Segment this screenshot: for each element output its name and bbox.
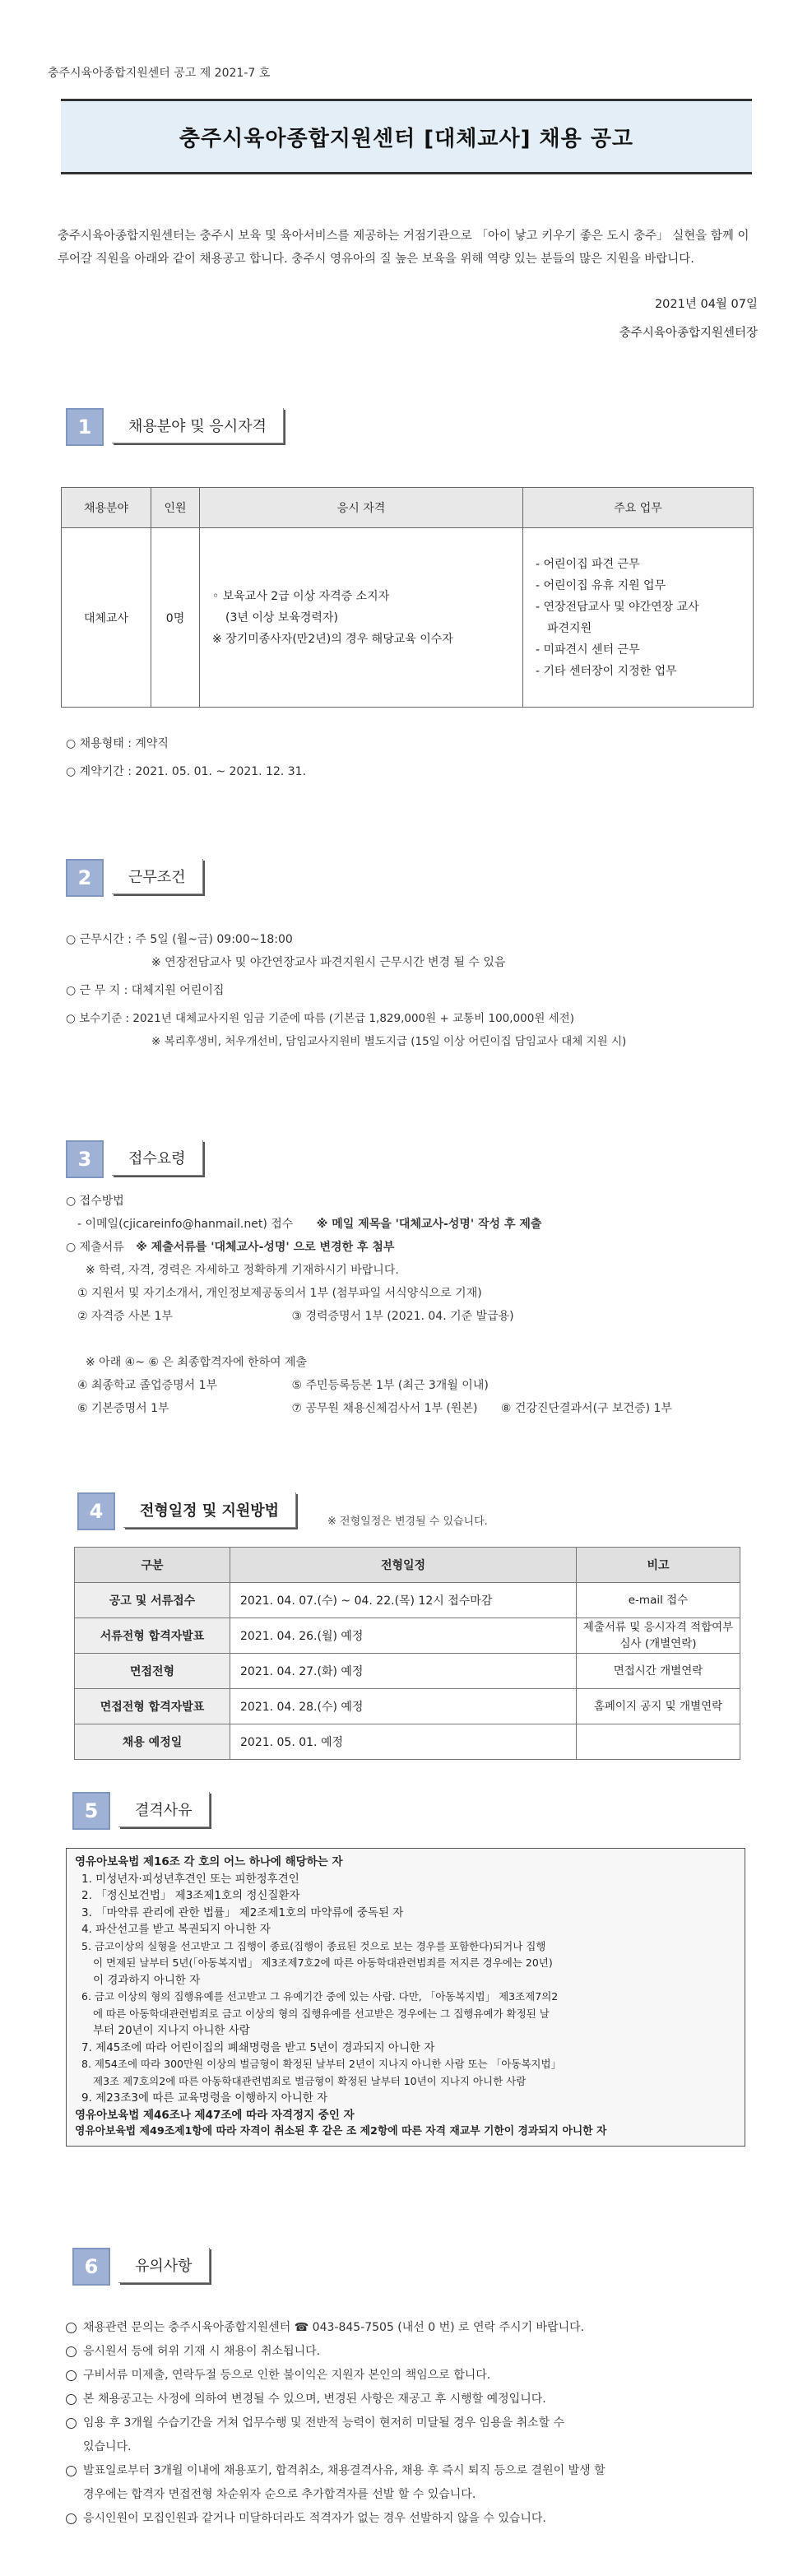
table-row: [75, 1654, 740, 1689]
work-hours: ○ 근무시간 : 주 5일 (월~금) 09:00~18:00: [66, 933, 293, 946]
table-header: 인원: [151, 488, 200, 528]
intro-paragraph: 충주시육아종합지원센터는 충주시 보육 및 육아서비스를 제공하는 거점기관으로 「아이 낳고 키우기 좋은 도시 충주」 실현을 함께 이루어갈 직원을 아래와 같이 채용공고 합니다. 충주시 영유아의 질 높은 보육을 위해 역량 있는 분들의 많은 지원을 바랍니다.: [58, 230, 749, 266]
note-item: [66, 2340, 773, 2364]
section-title: 결격사유: [118, 1792, 210, 1827]
schedule-label: 서류전형 합격자발표: [75, 1618, 230, 1654]
final-docs-note: ※ 아래 ④~ ⑥ 은 최종합격자에 한하여 제출: [86, 1356, 308, 1369]
bullet-circle-icon: [66, 2370, 77, 2381]
section-6-heading: [72, 2248, 210, 2286]
table-header: 주요 업무: [523, 488, 754, 528]
note-item: [66, 2459, 773, 2483]
apply-method: ○ 접수방법: [66, 1195, 124, 1208]
table-row: [75, 1583, 740, 1618]
apply-docs: ○ 제출서류: [66, 1241, 124, 1254]
doc-item: ② 자격증 사본 1부: [77, 1310, 173, 1323]
doc-item: ⑥ 기본증명서 1부: [77, 1402, 169, 1415]
disq-item-cont: 에 따른 아동학대관련범죄로 금고 이상의 형의 집행유예를 선고받은 경우에는 그 집행유예가 확정된 날: [93, 2007, 550, 2020]
application-info: [66, 1190, 782, 1420]
disq-heading: 영유아보육법 제16조 각 호의 어느 하나에 해당하는 자: [75, 1855, 343, 1868]
field-cell: 대체교사: [62, 528, 151, 708]
qualification-line: ※ 장기미종사자(만2년)의 경우 해당교육 이수자: [212, 632, 453, 646]
schedule-label: 면접전형 합격자발표: [75, 1689, 230, 1724]
note-text: 본 채용공고는 사정에 의하여 변경될 수 있으며, 변경된 사항은 재공고 후 시행할 예정입니다.: [83, 2393, 546, 2406]
duty-line: - 어린이집 유휴 지원 업무: [536, 578, 666, 592]
table-row: [75, 1724, 740, 1760]
disq-item: 8. 제54조에 따라 300만원 이상의 벌금형이 확정된 날부터 2년이 지나지 아니한 사람 또는 「아동복지법」: [81, 2058, 562, 2070]
doc-item: ④ 최종학교 졸업증명서 1부: [77, 1379, 218, 1392]
note-text-cont: 있습니다.: [83, 2440, 132, 2453]
table-row: [75, 1689, 740, 1724]
disq-item-cont: 부터 20년이 지나지 아니한 사람: [93, 2024, 250, 2037]
document-number: 충주시육아종합지원센터 공고 제 2021-7 호: [48, 67, 271, 80]
page-title: 충주시육아종합지원센터 [대체교사] 채용 공고: [179, 126, 634, 151]
section-number: 5: [72, 1792, 110, 1830]
duty-cell: [523, 528, 754, 708]
note-item: [66, 2411, 773, 2435]
schedule-note-cell: 면접시간 개별연락: [577, 1654, 740, 1689]
schedule-note-cell: 제출서류 및 응시자격 적합여부 심사 (개별연락): [577, 1618, 740, 1654]
schedule-label: 채용 예정일: [75, 1724, 230, 1760]
section-3-heading: [66, 1140, 203, 1178]
schedule-date: 2021. 04. 26.(월) 예정: [230, 1618, 577, 1654]
qualification-line: ◦ 보육교사 2급 이상 자격증 소지자: [212, 589, 390, 603]
table-header: 구분: [75, 1548, 230, 1583]
disq-item-cont: 이 면제된 날부터 5년(「아동복지법」 제3조제7호2에 따른 아동학대관련범죄를 저지른 경우에는 20년): [93, 1956, 553, 1969]
section-4-heading: [77, 1492, 296, 1530]
section-title: 채용분야 및 응시자격: [112, 408, 284, 443]
note-text: 구비서류 미제출, 연락두절 등으로 인한 불이익은 지원자 본인의 책임으로 합니다.: [83, 2369, 491, 2382]
duty-line: 파견지원: [547, 621, 592, 635]
note-item: [66, 2364, 773, 2388]
disq-item: 3. 「마약류 관리에 관한 법률」 제2조제1호의 마약류에 중독된 자: [81, 1905, 404, 1919]
note-item: [66, 2388, 773, 2411]
note-item: [66, 2507, 773, 2531]
bullet-circle-icon: [66, 2418, 77, 2429]
bullet-circle-icon: [66, 2323, 77, 2333]
disq-item: 5. 금고이상의 실형을 선고받고 그 집행이 종료(집행이 종료된 것으로 보는 경우를 포함한다)되거나 집행: [81, 1939, 546, 1952]
section-number: 4: [77, 1492, 115, 1530]
work-hours-note: ※ 연장전담교사 및 야간연장교사 파견지원시 근무시간 변경 될 수 있음: [151, 956, 506, 969]
schedule-note: ※ 전형일정은 변경될 수 있습니다.: [327, 1515, 488, 1528]
disq-item: 2. 「정신보건법」 제3조제1호의 정신질환자: [81, 1889, 300, 1902]
schedule-label: 공고 및 서류접수: [75, 1583, 230, 1618]
recruitment-table: [61, 487, 754, 708]
doc-item: ⑧ 건강진단결과서(구 보건증) 1부: [500, 1402, 672, 1415]
employment-info: [66, 732, 306, 783]
note-text: 발표일로부터 3개월 이내에 채용포기, 합격취소, 채용결격사유, 채용 후 즉시 퇴직 등으로 결원이 발생 할: [83, 2464, 606, 2477]
contract-period: ○ 계약기간 : 2021. 05. 01. ~ 2021. 12. 31.: [66, 765, 307, 778]
bullet-circle-icon: [66, 2394, 77, 2405]
doc-item: ⑦ 공무원 채용신체검사서 1부 (원본): [291, 1402, 478, 1415]
note-item: [66, 2316, 773, 2340]
schedule-date: 2021. 05. 01. 예정: [230, 1724, 577, 1760]
disqualification-box: [66, 1848, 745, 2147]
disq-item: 4. 파산선고를 받고 복권되지 아니한 자: [81, 1923, 271, 1936]
section-title: 전형일정 및 지원방법: [123, 1492, 296, 1528]
qualification-cell: [200, 528, 523, 708]
section-2-heading: [66, 859, 203, 897]
table-header: 전형일정: [230, 1548, 577, 1583]
schedule-date: 2021. 04. 28.(수) 예정: [230, 1689, 577, 1724]
section-5-heading: [72, 1792, 210, 1830]
employment-type: ○ 채용형태 : 계약직: [66, 737, 169, 750]
schedule-table: [74, 1547, 740, 1760]
disq-item-cont: 이 경과하지 아니한 자: [93, 1973, 201, 1987]
work-place: ○ 근 무 지 : 대체지원 어린이집: [66, 984, 225, 997]
section-number: 3: [66, 1140, 104, 1178]
bullet-circle-icon: [66, 2346, 77, 2357]
disq-item-cont: 제3조 제7호의2에 따른 아동학대관련범죄로 벌금형이 확정된 날부터 10년이 지나지 아니한 사람: [93, 2074, 527, 2087]
disq-bold-item: 영유아보육법 제46조나 제47조에 따라 자격정지 중인 자: [75, 2108, 355, 2122]
section-number: 1: [66, 408, 104, 446]
table-row: [75, 1618, 740, 1654]
duty-line: - 미파견시 센터 근무: [536, 643, 640, 657]
apply-email-note: ※ 메일 제목을 '대체교사-성명' 작성 후 제출: [316, 1218, 542, 1231]
apply-email: - 이메일(cjicareinfo@hanmail.net) 접수: [77, 1218, 294, 1231]
table-header: 채용분야: [62, 488, 151, 528]
note-text: 응시인원이 모집인원과 같거나 미달하더라도 적격자가 없는 경우 선발하지 않을 수 있습니다.: [83, 2512, 546, 2525]
disq-item: 7. 제45조에 따라 어린이집의 폐쇄명령을 받고 5년이 경과되지 아니한 자: [81, 2040, 435, 2054]
section-title: 유의사항: [118, 2248, 210, 2283]
section-number: 6: [72, 2248, 110, 2286]
work-conditions: [66, 928, 782, 1053]
schedule-note-cell: e-mail 접수: [577, 1583, 740, 1618]
duty-line: - 기타 센터장이 지정한 업무: [536, 664, 677, 678]
disq-item: 6. 금고 이상의 형의 집행유예를 선고받고 그 유예기간 중에 있는 사람. 다만, 「아동복지법」 제3조제7의2: [81, 1990, 559, 2003]
disq-item: 9. 제23조3에 따른 교육명령을 이행하지 아니한 자: [81, 2091, 328, 2105]
schedule-note-cell: [577, 1724, 740, 1760]
note-text: 채용관련 문의는 충주시육아종합지원센터 ☎ 043-845-7505 (내선 0 번) 로 연락 주시기 바랍니다.: [83, 2321, 585, 2334]
duty-line: - 연장전담교사 및 야간연장 교사: [536, 600, 699, 614]
section-title: 근무조건: [112, 859, 203, 894]
notes-list: [66, 2316, 773, 2531]
pay-standard: ○ 보수기준 : 2021년 대체교사지원 임금 기준에 따름 (기본급 1,829,000원 + 교통비 100,000원 세전): [66, 1012, 574, 1025]
section-1-heading: [66, 408, 284, 446]
table-header: 응시 자격: [200, 488, 523, 528]
schedule-note-cell: 홈페이지 공지 및 개별연락: [577, 1689, 740, 1724]
duty-line: - 어린이집 파견 근무: [536, 557, 640, 571]
qualification-line: (3년 이상 보육경력자): [225, 610, 338, 624]
note-text: 임용 후 3개월 수습기간을 거쳐 업무수행 및 전반적 능력이 현저히 미달될 경우 임용을 취소할 수: [83, 2416, 565, 2430]
schedule-label: 면접전형: [75, 1654, 230, 1689]
table-header: 비고: [577, 1548, 740, 1583]
apply-docs-warn: ※ 학력, 자격, 경력은 자세하고 정확하게 기재하시기 바랍니다.: [86, 1264, 399, 1277]
issuer: 충주시육아종합지원센터장: [619, 327, 758, 340]
schedule-date: 2021. 04. 07.(수) ~ 04. 22.(목) 12시 접수마감: [230, 1583, 577, 1618]
section-title: 접수요령: [112, 1140, 203, 1176]
disq-bold-item: 영유아보육법 제49조제1항에 따라 자격이 취소된 후 같은 조 제2항에 따른 자격 재교부 기한이 경과되지 아니한 자: [75, 2125, 607, 2137]
title-banner: [61, 99, 752, 174]
note-text-cont: 경우에는 합격자 면접전형 차순위자 순으로 추가합격자를 선발 할 수 있습니다.: [83, 2488, 476, 2501]
count-cell: 0명: [151, 528, 200, 708]
section-number: 2: [66, 859, 104, 897]
announcement-date: 2021년 04월 07일: [654, 298, 758, 311]
doc-item: ③ 경력증명서 1부 (2021. 04. 기준 발급용): [291, 1310, 514, 1323]
bullet-circle-icon: [66, 2466, 77, 2476]
disq-item: 1. 미성년자·피성년후견인 또는 피한정후견인: [81, 1872, 299, 1886]
note-text: 응시원서 등에 허위 기재 시 채용이 취소됩니다.: [83, 2345, 321, 2358]
schedule-date: 2021. 04. 27.(화) 예정: [230, 1654, 577, 1689]
bullet-circle-icon: [66, 2513, 77, 2524]
doc-item: ⑤ 주민등록등본 1부 (최근 3개월 이내): [291, 1379, 489, 1392]
doc-item: ① 지원서 및 자기소개서, 개인정보제공동의서 1부 (첨부파일 서식양식으로 기재): [77, 1287, 482, 1300]
apply-docs-note: ※ 제출서류를 '대체교사-성명' 으로 변경한 후 첨부: [136, 1241, 395, 1254]
pay-note: ※ 복리후생비, 처우개선비, 담임교사지원비 별도지급 (15일 이상 어린이집 담임교사 대체 지원 시): [151, 1035, 627, 1048]
